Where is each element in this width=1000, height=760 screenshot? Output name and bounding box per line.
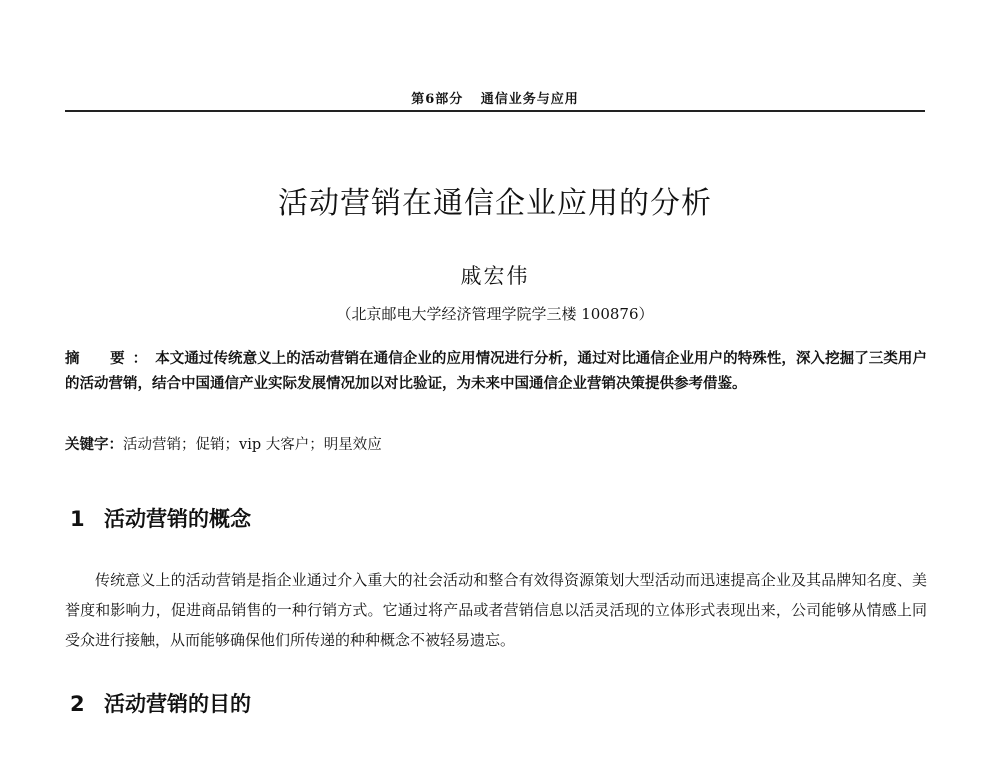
section-number: 1 (70, 507, 85, 531)
section-title: 活动营销的概念 (104, 507, 251, 531)
section-number: 2 (70, 692, 85, 716)
keywords-text: 活动营销；促销；vip 大客户；明星效应 (123, 437, 382, 453)
section-heading-1 (70, 503, 251, 533)
keywords-label: 关键字： (65, 436, 123, 453)
section-heading-2 (70, 688, 251, 718)
header-section: 通信业务与应用 (480, 92, 579, 107)
abstract (65, 346, 927, 396)
paper-title: 活动营销在通信企业应用的分析 (278, 186, 712, 221)
abstract-label: 摘 要： (65, 350, 156, 367)
section-1-paragraph: 传统意义上的活动营销是指企业通过介入重大的社会活动和整合有效得资源策划大型活动而迅速提高企业及其品牌知名度、美誉度和影响力，促进商品销售的一种行销方式。它通过将产品或者营销信息以活灵活现的立体形式表现出来，公司能够从情感上同受众进行接触，从而能够确保他们所传递的种种概念不被轻易遗忘。 (65, 571, 927, 649)
keywords (65, 432, 927, 458)
running-header (65, 88, 925, 112)
section-title: 活动营销的目的 (104, 692, 251, 716)
paper-affiliation: （北京邮电大学经济管理学院学三楼 100876） (336, 305, 654, 323)
header-part: 第6部分 (411, 92, 464, 107)
paper-author: 戚宏伟 (460, 264, 530, 288)
abstract-text: 本文通过传统意义上的活动营销在通信企业的应用情况进行分析，通过对比通信企业用户的特殊性，深入挖掘了三类用户的活动营销，结合中国通信产业实际发展情况加以对比验证，为未来中国通信企业营销决策提供参考借鉴。 (65, 350, 927, 392)
